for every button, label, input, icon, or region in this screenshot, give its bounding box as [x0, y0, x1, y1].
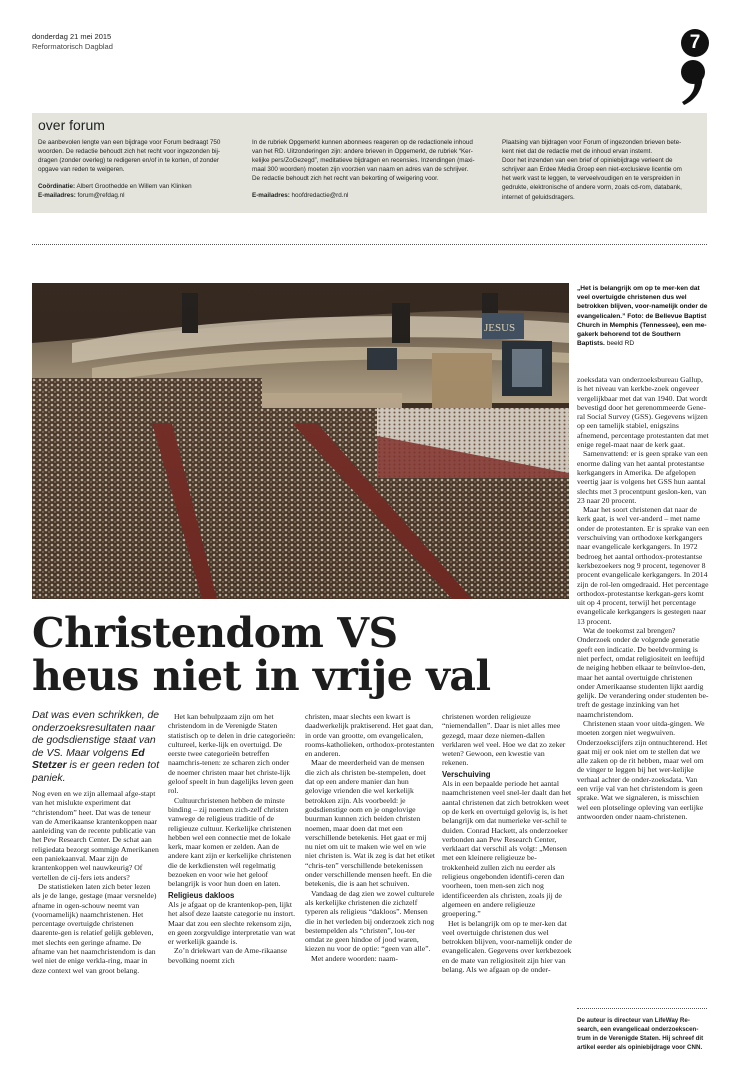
article-headline — [32, 609, 552, 700]
jesus-sign-text: JESUS — [484, 322, 516, 334]
forum-text-line: internet of geluidsdragers. — [502, 193, 575, 201]
forum-column-1 — [38, 138, 260, 201]
paragraph: Cultuurchristenen hebben de minste binding – zij noemen zich-zelf christen vanwege de religieus traditie of de religieuze cultuur. Kerkelijke christenen hebben wel een connectie met de lokale kerk, maar komen er zelden. Aan de andere kant zijn er kerkelijke christenen die de kerkdiensten wél regelmatig bezoeken en voor wie het geloof belangrijk is voor hun doen en laten. — [168, 795, 292, 889]
article-intro — [32, 710, 160, 786]
forum-text-line: woorden. De redactie behoudt zich het recht voor ingezonden bij- — [38, 148, 221, 156]
forum-text-line: Door het inzenden van een brief of opiniebijdrage verleent de — [502, 157, 673, 165]
photo-caption — [577, 284, 709, 348]
paragraph: Samenvattend: er is geen sprake van een enorme daling van het aantal protestantse kerkgangers in Amerika. De afgelopen veertig jaar is volgens het GSS hun aantal slechts met 3 procentpunt geslon-ken, van 23 naar 20 procent. — [577, 449, 708, 505]
forum-text-line: van het RD. Uitzonderingen zijn: andere brieven in Opgemerkt, de rubriek “Ker- — [252, 148, 473, 156]
forum-text-line: dragen (zonder overleg) te redigeren en/of in te korten, of zonder — [38, 157, 219, 165]
forum-title: over forum — [38, 117, 105, 133]
forum-text-line: maal 300 woorden) moeten zijn voorzien van naam en adres van de schrijver. — [252, 166, 469, 174]
paragraph: Zo’n driekwart van de Ame-rikaanse bevolking noemt zich — [168, 946, 288, 965]
author-note: De auteur is directeur van LifeWay Re-search, een evangelicaal onderzoekscen-trum in de Verenigde Staten. Hij schreef dit artikel eerder als opiniebijdrage voor CNN. — [577, 1017, 704, 1051]
email-value[interactable]: hoofdredactie@rd.nl — [289, 192, 349, 200]
forum-text-line: Plaatsing van bijdragen voor Forum of ingezonden brieven bete- — [502, 139, 682, 146]
section-divider — [32, 244, 707, 245]
paragraph: Als je afgaat op de krantenkop-pen, lijkt het alsof deze laatste categorie nu instort. Maar dat zou een slechte rekensom zijn, en geen zorgvuldige interpretatie van wat er werkelijk gaande is. — [168, 899, 296, 947]
comma-logo-icon — [678, 58, 706, 106]
forum-text-line: kent niet dat de redactie met de inhoud ervan instemt. — [502, 148, 653, 156]
article-column-4 — [442, 712, 572, 974]
subheading-verschuiving: Verschuiving — [442, 769, 491, 779]
forum-column-3 — [502, 138, 704, 202]
article-column-5 — [577, 375, 709, 821]
forum-text-line: het werk vast te leggen, te verveelvoudigen en te verspreiden in — [502, 175, 681, 183]
coordination-label: Coördinatie: — [38, 183, 76, 191]
forum-text-line: schrijver aan Erdee Media Groep een niet-exclusieve licentie om — [502, 166, 682, 174]
paragraph: Vandaag de dag zien we zowel culturele als kerkelijke christenen die zichzelf typeren als religieus “dakloos”. Mensen die in het verleden bij onderzoek zich nog bestempelden als “christen”, lou-ter omdat ze geen hindoe of jood waren, kiezen nu voor de optie: “geen van alle”. — [305, 888, 435, 954]
forum-column-2 — [252, 138, 482, 201]
paragraph: Als in een bepaalde periode het aantal naamchristenen veel snel-ler daalt dan het aantal christenen dat zich betrokken weet op de kerk en overtuigd gelovig is, is het belangrijk om dat numerieke ver-schil te duiden. Conrad Hackett, als onderzoeker verbonden aan Pew Research Center, verklaart dat verschil als volgt: „Mensen met een kleinere religieuze be-trokkenheid zullen zich nu eerder als religieus ongebonden identifi-ceren dan voorheen, toen men-sen zich nog identificeerden als christen, zoals jij de algemeen en andere religieuze groepering.” — [442, 779, 572, 919]
headline-line-1: Christendom VS — [32, 609, 398, 657]
issue-date: donderdag 21 mei 2015 — [32, 32, 112, 41]
paragraph: Christenen staan voor uitda-gingen. We moeten zorgen niet wegwuiven. Onderzoekscijfers zijn ontnuchterend. Het gaat mij er ook niet om te stellen dat we alle zaken op de rit hebben, maar wel om de vinger te leggen bij het wer-kelijke verhaal achter de onder-zoeksdata. Van een vrije val van het christendom is geen sprake. Wat we signaleren, is misschien wel een plotselinge opleving van eerlijke antwoorden onder naam-christenen. — [577, 718, 708, 821]
paragraph: Maar de meerderheid van de mensen die zich als christen be-stempelen, doet dat op een andere manier dan hun gelovige vrienden die wel kerkelijk betrokken zijn. Als voorbeeld: je godsdienstige oom en je ongelovige buurman kunnen zich beiden christen noemen, maar doen dat met een verschillende betekenis. Het gaat er mij nu niet om uit te maken wie wel en wie niet christen is. Wat ik zeg is dat het etiket “chris-ten” verschillende betekenissen onder verschillende mensen heeft. En die betekenis, die is aan het schuiven. — [305, 758, 435, 889]
paragraph: Het is belangrijk om op te mer-ken dat veel overtuigde christenen dus wel betrokken blijven, voor-namelijk onder de evangelicalen. Gegevens over kerkbezoek en de mate van religiositeit zijn hier van belang. Als we afgaan op de onder- — [442, 918, 572, 975]
forum-text-line: De redactie behoudt zich het recht van bekorting of weigering voor. — [252, 175, 439, 183]
church-photo — [32, 283, 569, 599]
paragraph: Het kan behulpzaam zijn om het christendom in de Verenigde Staten statistisch op te delen in drie categorieën: cultureel, kerke-lijk en overtuigd. De eerste twee categorieën betreffen naamchris-tenen: ze scharen zich onder de noemer christen maar het christe-lijk geloof speelt in hun dagelijks leven geen rol. — [168, 712, 296, 796]
coordination-value: Albert Groothedde en Willem van Klinken — [75, 183, 192, 191]
email-label: E-mailadres: — [38, 192, 76, 200]
article-column-2 — [168, 712, 296, 965]
forum-email-2 — [252, 191, 482, 200]
photo-credit: beeld RD — [604, 340, 635, 348]
church-interior-image — [32, 283, 569, 599]
forum-text-line: gedrukte, elektronische of andere vorm, zoals cd-rom, databank, — [502, 184, 682, 192]
intro-text: Dat was even schrikken, de onderzoeksresultaten naar de godsdienstige staat van de VS. Maar volgens — [32, 710, 160, 759]
forum-text-line: In de rubriek Opgemerkt kunnen abonnees reageren op de redactionele inhoud — [252, 139, 473, 146]
author-name: Ed Stetzer — [32, 747, 145, 772]
headline-line-2: heus niet in vrije val — [32, 652, 491, 700]
paragraph: Wat de toekomst zal brengen? Onderzoek onder de volgende generatie geeft een indicatie. De beeldvorming is niet perfect, omdat religiositeit en leeftijd de neiging hebben elkaar te beïnvloe-den, maar het aantal overtuigde christenen onder Amerikaanse studenten lijkt aardig gelijk. De verandering onder studenten be-treft de gestage inzinking van het naamchristendom. — [577, 626, 709, 719]
newspaper-name: Reformatorisch Dagblad — [32, 42, 113, 51]
forum-info-box — [32, 113, 707, 213]
paragraph: Nog even en we zijn allemaal afge-stapt van het mislukte experiment dat “christendom” heet. Dat was de teneur van de Amerikaanse krantenkoppen naar aanleiding van de recente publicatie van het Pew Research Center. De schat aan religiedata bezorgt sommige Amerikanen een paniekaanval. Maar zijn de krantenkoppen wel nauwkeurig? Of vertellen de cij-fers iets anders? — [32, 789, 159, 882]
page-number: 7 — [681, 29, 709, 57]
author-divider — [577, 1008, 707, 1009]
caption-text: „Het is belangrijk om op te mer-ken dat veel overtuigde christenen dus wel betrokken blijven, voor-namelijk onder de evangelicalen.” Foto: de Bellevue Baptist Church in Memphis (Tennessee), een me-gakerk behorend tot de Southern Baptists. — [577, 285, 708, 348]
paragraph: zoeksdata van onderzoeksbureau Gallup, is het niveau van kerkbe-zoek ongeveer vergelijkbaar met dat van 1940. Dat wordt bevestigd door het gerenommeerde Gene-ral Social Survey (GSS). Gegevens wijzen op een tamelijk stabiel, enigszins afnemend, percentage protestanten dat met enige regel-maat naar de kerk gaat. — [577, 375, 709, 450]
paragraph: christenen worden religieuze “niemendallen”. Daar is niet alles mee gezegd, maar deze niemen-dallen verklaren wel veel. Hoe we dat zo zeker weten? Gewoon, een kwestie van rekenen. — [442, 712, 566, 768]
forum-text-line: kelijke pers/ZoGezegd”, meditatieve bijdragen en recensies. Inzendingen (maxi- — [252, 157, 475, 165]
email-label: E-mailadres: — [252, 192, 290, 200]
paragraph: Maar het soort christenen dat naar de kerk gaat, is wel ver-anderd – met name onder de protestanten. Er is sprake van een verschuiving van orthodoxe kerkgangers naar evangelicale kerkgangers. In 1972 bedroeg het aantal orthodox-protestantse kerkbezoekers nog 9 procent, tegenover 8 procent evangelicale kerkgangers. In 2014 zijn de rol-len omgedraaid. Het percentage orthodox-protestantse kerkgan-gers komt uit op 4 procent, terwijl het percentage evangelicale kerkgangers is gestegen naar 13 procent. — [577, 505, 709, 626]
forum-email — [38, 191, 260, 200]
paragraph: De statistieken laten zich beter lezen als je de lange, gestage (maar versnelde) afname in ogen-schouw neemt van (voornamelijk) naamchristenen. Het percentage overtuigde christenen daarente-gen is relatief gelijk gebleven, met slechts een geringe afname. De afname van het naamchristendom is dan wel niet de enige verkla-ring, maar in deze context wel van groot belang. — [32, 881, 157, 975]
article-column-3 — [305, 712, 435, 963]
intro-text-end: is er geen reden tot paniek. — [32, 760, 160, 784]
email-value[interactable]: forum@refdag.nl — [75, 192, 125, 200]
forum-coordination — [38, 182, 260, 191]
paragraph: christen, maar slechts een kwart is daadwerkelijk praktiserend. Het gaat dan, in orde van grootte, om evangelicalen, rooms-katholieken, orthodox-protestanten en anderen. — [305, 712, 435, 759]
forum-text-line: opgave van reden te weigeren. — [38, 166, 125, 174]
forum-text-line: De aanbevolen lengte van een bijdrage voor Forum bedraagt 750 — [38, 139, 221, 146]
subheading-religieus-dakloos: Religieus dakloos — [168, 890, 235, 900]
paragraph: Met andere woorden: naam- — [311, 953, 398, 963]
article-column-1 — [32, 789, 160, 975]
